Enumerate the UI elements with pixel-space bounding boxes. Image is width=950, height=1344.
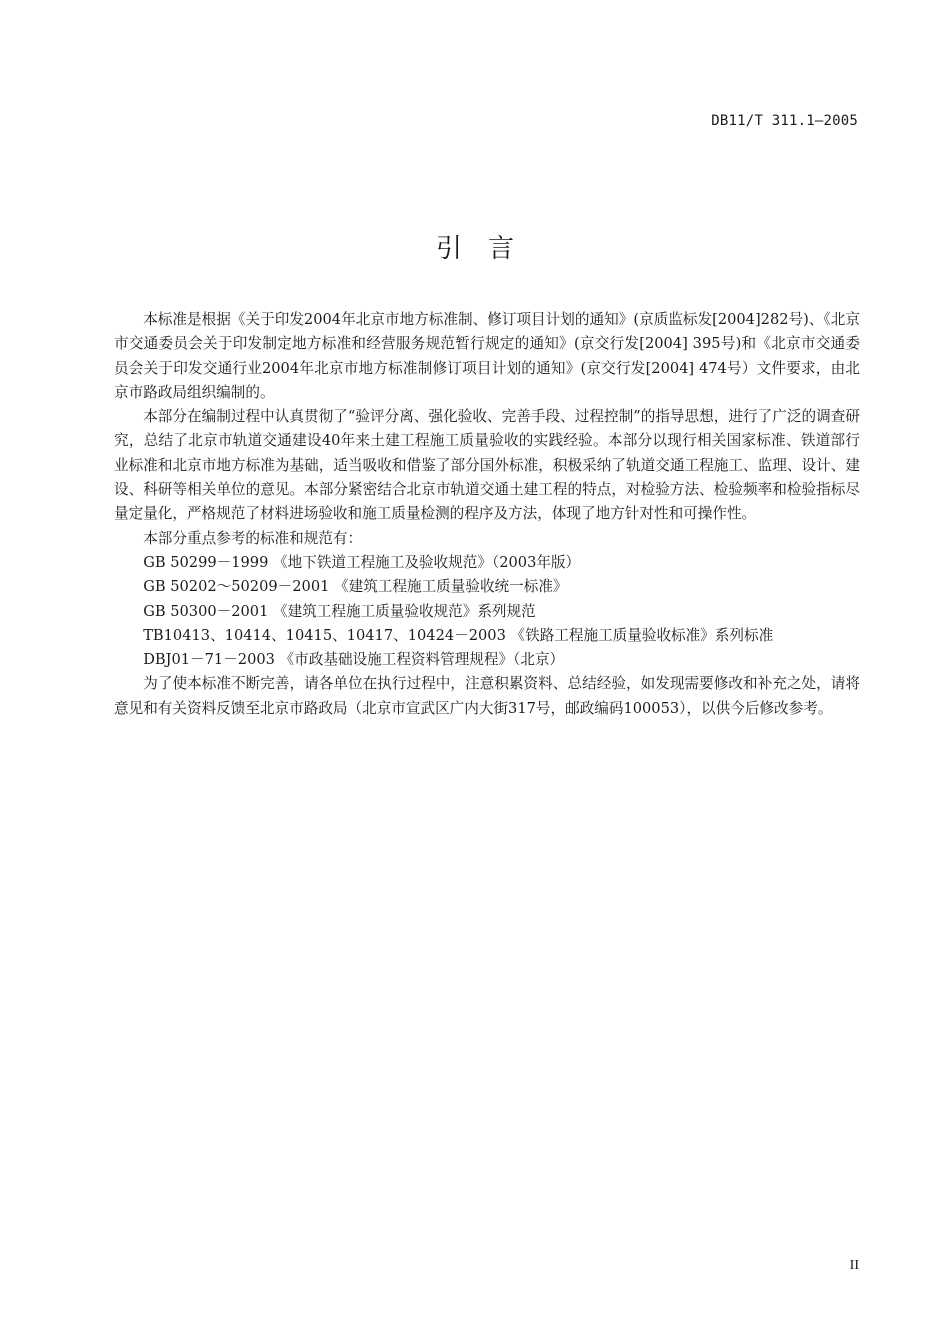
- paragraph-feedback: 为了使本标准不断完善，请各单位在执行过程中，注意积累资料、总结经验，如发现需要修改和补充之处，请将意见和有关资料反馈至北京市路政局（北京市宣武区广内大街317号，邮政编码100053），以供今后修改参考。: [114, 675, 860, 717]
- reference-item: GB 50299－1999 《地下铁道工程施工及验收规范》（2003年版）: [143, 553, 581, 571]
- reference-item: GB 50300－2001 《建筑工程施工质量验收规范》系列规范: [143, 602, 536, 620]
- reference-item: TB10413、10414、10415、10417、10424－2003 《铁路工程施工质量验收标准》系列标准: [143, 626, 774, 644]
- document-body: [114, 308, 860, 721]
- paragraph-compilation: 本部分在编制过程中认真贯彻了“验评分离、强化验收、完善手段、过程控制”的指导思想，进行了广泛的调查研究，总结了北京市轨道交通建设40年来土建工程施工质量验收的实践经验。本部分以现行相关国家标准、铁道部行业标准和北京市地方标准为基础，适当吸收和借鉴了部分国外标准，积极采纳了轨道交通工程施工、监理、设计、建设、科研等相关单位的意见。本部分紧密结合北京市轨道交通土建工程的特点，对检验方法、检验频率和检验指标尽量定量化，严格规范了材料进场验收和施工质量检测的程序及方法，体现了地方针对性和可操作性。: [114, 408, 860, 523]
- reference-item: DBJ01－71－2003 《市政基础设施工程资料管理规程》（北京）: [143, 651, 565, 669]
- page-number: II: [849, 1258, 859, 1273]
- paragraph-basis: 本标准是根据《关于印发2004年北京市地方标准制、修订项目计划的通知》(京质监标发[2004]282号)、《北京市交通委员会关于印发制定地方标准和经营服务规范暂行规定的通知》(京交行发[2004] 395号)和《北京市交通委员会关于印发交通行业2004年北京市地方标准制修订项目计划的通知》(京交行发[2004] 474号）文件要求，由北京市路政局组织编制的。: [114, 311, 860, 401]
- standard-code: DB11/T 311.1—2005: [711, 113, 858, 129]
- paragraph-references-intro: 本部分重点参考的标准和规范有：: [143, 529, 363, 547]
- reference-item: GB 50202～50209－2001 《建筑工程施工质量验收统一标准》: [143, 578, 568, 596]
- page-title: 引言: [435, 234, 540, 264]
